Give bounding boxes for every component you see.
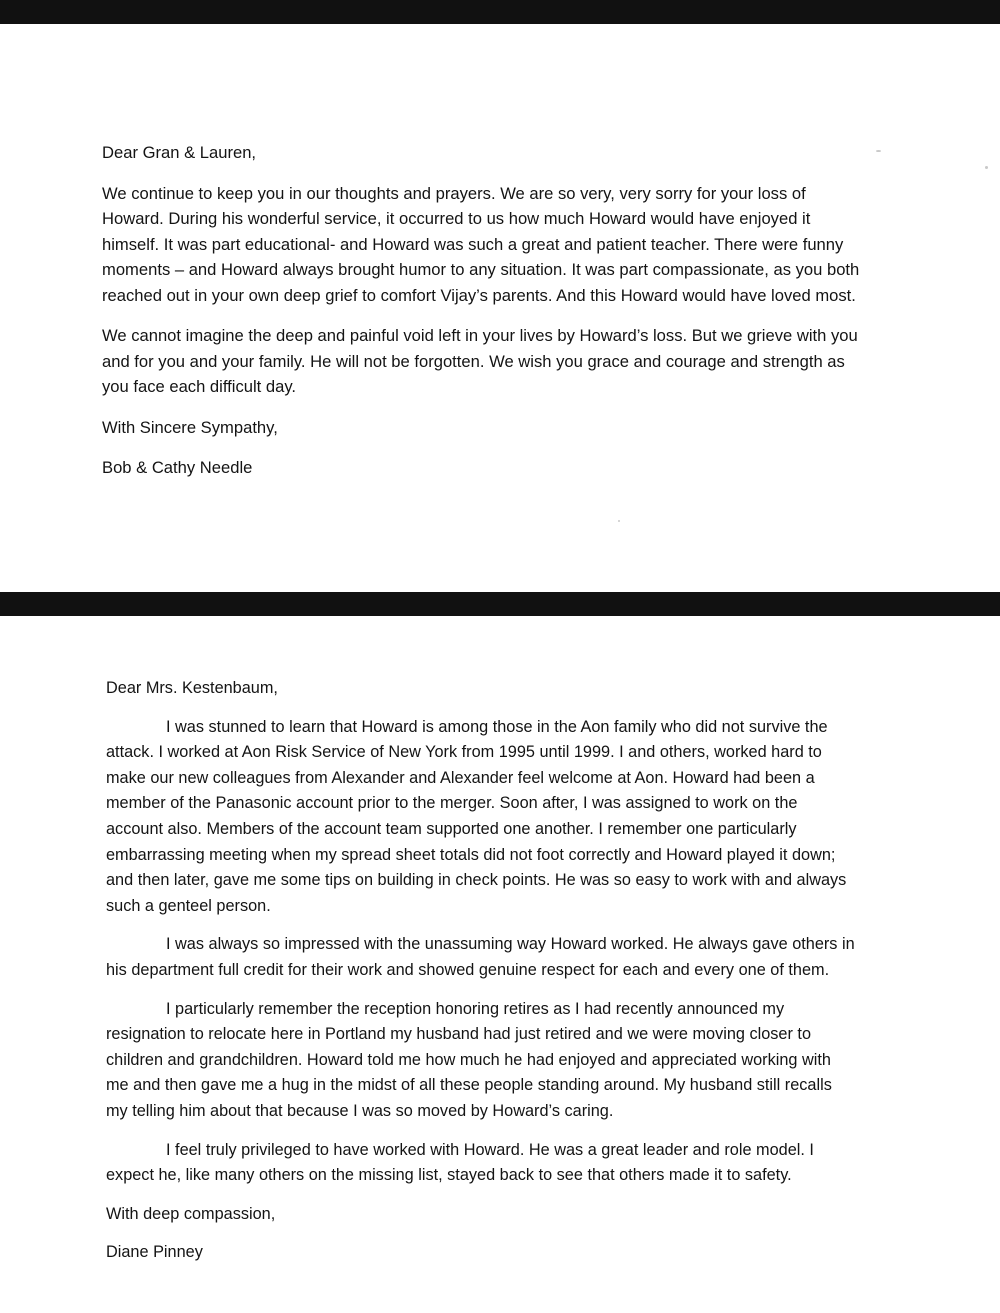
closing: With Sincere Sympathy, (102, 417, 278, 437)
text-line: reached out in your own deep grief to comfort Vijay’s parents. And this Howard would have loved most. (102, 285, 856, 305)
salutation: Dear Mrs. Kestenbaum, (106, 679, 278, 697)
text-line: moments – and Howard always brought humor to any situation. It was part compassionate, as you both (102, 260, 860, 279)
text-line: me and then gave me a hug in the midst of all these people standing around. My husband still recalls (106, 1076, 832, 1095)
text-line: and for you and your family. He will not be forgotten. We wish you grace and courage and strength as (102, 351, 845, 371)
text-line: We cannot imagine the deep and painful void left in your lives by Howard’s loss. But we grieve with you (102, 326, 858, 345)
text-line: children and grandchildren. Howard told me how much he had enjoyed and appreciated working with (106, 1050, 831, 1069)
text-line: expect he, like many others on the missing list, stayed back to see that others made it to safety. (106, 1166, 792, 1185)
paragraph-1 (102, 181, 892, 309)
text-line: I particularly remember the reception honoring retires as I had recently announced my (166, 999, 785, 1018)
text-line: his department full credit for their work and showed genuine respect for each and every one of them. (106, 960, 830, 979)
paragraph-1 (106, 715, 874, 920)
text-line: such a genteel person. (106, 896, 271, 915)
text-line: my telling him about that because I was so moved by Howard’s caring. (106, 1101, 614, 1120)
signature: Bob & Cathy Needle (102, 458, 253, 477)
scan-divider-bar (0, 592, 1000, 616)
text-line: make our new colleagues from Alexander and Alexander feel welcome at Aon. Howard had been a (106, 768, 815, 787)
text-line: member of the Panasonic account prior to the merger. Soon after, I was assigned to work on the (106, 794, 798, 813)
text-line: Howard. During his wonderful service, it occurred to us how much Howard would have enjoyed it (102, 209, 811, 228)
paragraph-2 (102, 323, 892, 400)
signature: Diane Pinney (106, 1243, 203, 1262)
text-line: I feel truly privileged to have worked with Howard. He was a great leader and role model. I (166, 1140, 814, 1159)
text-line: you face each difficult day. (102, 377, 297, 396)
scan-speck (876, 150, 881, 152)
paragraph-2 (106, 932, 874, 983)
condolence-letter-needle (0, 140, 1000, 481)
text-line: himself. It was part educational- and Howard was such a great and patient teacher. There were funny (102, 234, 844, 254)
scan-speck (985, 166, 988, 169)
text-line: and then later, gave me some tips on building in check points. He was so easy to work with and always (106, 871, 847, 890)
scan-edge-bar-top (0, 0, 1000, 24)
closing: With deep compassion, (106, 1204, 276, 1223)
text-line: embarrassing meeting when my spread sheet totals did not foot correctly and Howard played it down; (106, 845, 836, 864)
letter-body (0, 140, 892, 481)
text-line: I was always so impressed with the unassuming way Howard worked. He always gave others in (166, 935, 855, 954)
letter-body (0, 676, 874, 1266)
paragraph-3 (106, 997, 874, 1125)
text-line: We continue to keep you in our thoughts and prayers. We are so very, very sorry for your loss of (102, 183, 806, 203)
scan-speck (618, 520, 620, 522)
paragraph-4 (106, 1138, 874, 1189)
condolence-letter-pinney (0, 676, 1000, 1266)
text-line: attack. I worked at Aon Risk Service of New York from 1995 until 1999. I and others, worked hard to (106, 743, 822, 762)
salutation: Dear Gran & Lauren, (102, 143, 257, 162)
text-line: account also. Members of the account team supported one another. I remember one particularly (106, 819, 797, 838)
text-line: I was stunned to learn that Howard is among those in the Aon family who did not survive the (166, 717, 828, 736)
text-line: resignation to relocate here in Portland my husband had just retired and we were moving closer to (106, 1025, 812, 1044)
